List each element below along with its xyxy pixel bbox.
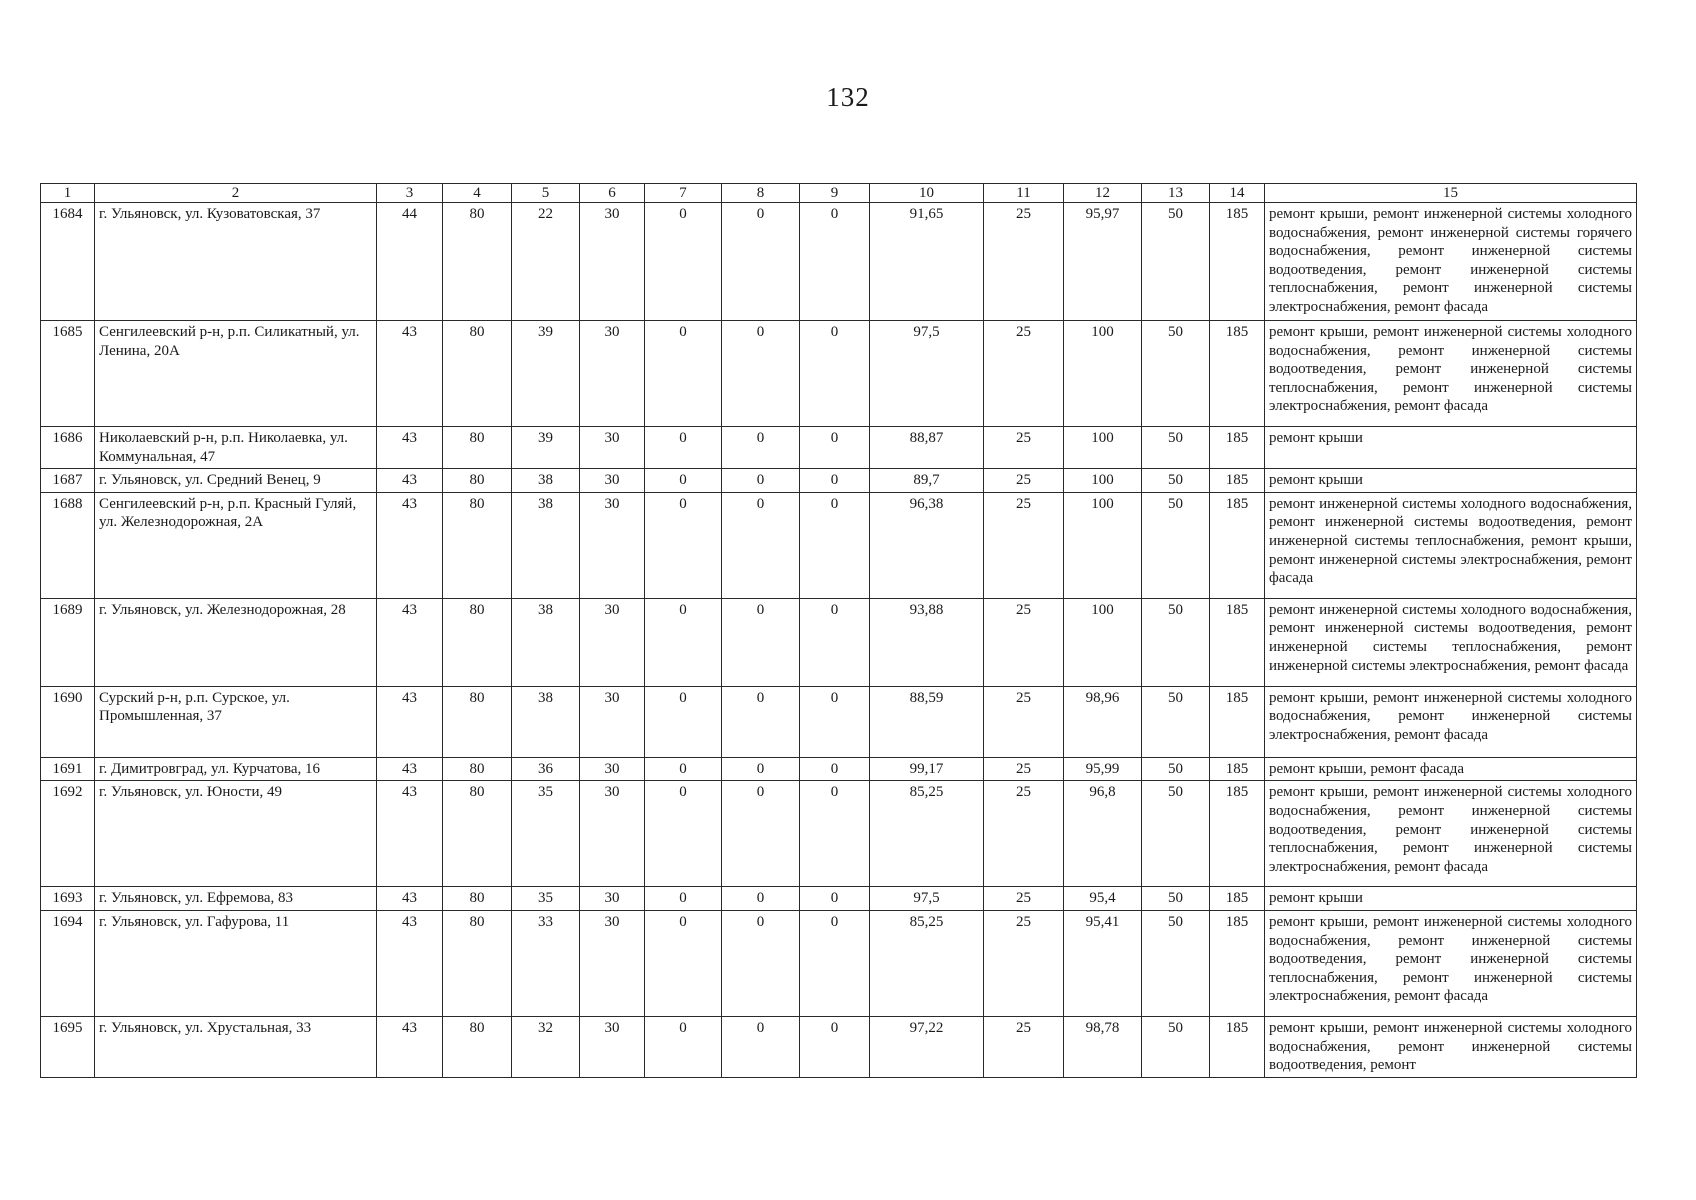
cell-col-13: 50 <box>1142 910 1210 1016</box>
works-list: ремонт крыши, ремонт инженерной системы холодного водоснабжения, ремонт инженерной системы водоотведения, ремонт инженерной системы теплоснабжения, ремонт инженерной системы электроснабжения, ремонт фасада <box>1265 910 1637 1016</box>
cell-col-14: 185 <box>1210 887 1265 911</box>
cell-col-10: 97,22 <box>870 1016 984 1077</box>
cell-col-7: 0 <box>645 757 722 781</box>
cell-col-11: 25 <box>984 910 1064 1016</box>
table-row <box>41 427 1637 469</box>
cell-col-4: 80 <box>443 469 512 493</box>
row-number: 1690 <box>41 686 95 757</box>
works-list: ремонт крыши, ремонт инженерной системы холодного водоснабжения, ремонт инженерной системы водоотведения, ремонт инженерной системы теплоснабжения, ремонт инженерной системы электроснабжения, ремонт фасада <box>1265 781 1637 887</box>
cell-col-13: 50 <box>1142 887 1210 911</box>
cell-col-7: 0 <box>645 321 722 427</box>
address: г. Ульяновск, ул. Ефремова, 83 <box>95 887 377 911</box>
cell-col-3: 43 <box>377 427 443 469</box>
cell-col-3: 44 <box>377 203 443 321</box>
address: г. Ульяновск, ул. Средний Венец, 9 <box>95 469 377 493</box>
cell-col-7: 0 <box>645 887 722 911</box>
cell-col-14: 185 <box>1210 469 1265 493</box>
row-number: 1689 <box>41 598 95 686</box>
cell-col-11: 25 <box>984 781 1064 887</box>
cell-col-14: 185 <box>1210 203 1265 321</box>
cell-col-10: 99,17 <box>870 757 984 781</box>
works-list: ремонт инженерной системы холодного водоснабжения, ремонт инженерной системы водоотведения, ремонт инженерной системы теплоснабжения, ремонт инженерной системы электроснабжения, ремонт фасада <box>1265 598 1637 686</box>
cell-col-6: 30 <box>580 469 645 493</box>
cell-col-4: 80 <box>443 492 512 598</box>
column-header: 10 <box>870 184 984 203</box>
works-list: ремонт крыши <box>1265 469 1637 493</box>
cell-col-10: 85,25 <box>870 781 984 887</box>
cell-col-8: 0 <box>722 427 800 469</box>
cell-col-3: 43 <box>377 492 443 598</box>
cell-col-7: 0 <box>645 910 722 1016</box>
cell-col-12: 95,4 <box>1064 887 1142 911</box>
column-header: 14 <box>1210 184 1265 203</box>
cell-col-9: 0 <box>800 781 870 887</box>
table-row <box>41 781 1637 887</box>
cell-col-6: 30 <box>580 321 645 427</box>
cell-col-3: 43 <box>377 598 443 686</box>
cell-col-14: 185 <box>1210 321 1265 427</box>
cell-col-4: 80 <box>443 321 512 427</box>
cell-col-7: 0 <box>645 1016 722 1077</box>
works-list: ремонт крыши <box>1265 427 1637 469</box>
cell-col-14: 185 <box>1210 1016 1265 1077</box>
cell-col-8: 0 <box>722 203 800 321</box>
cell-col-7: 0 <box>645 469 722 493</box>
row-number: 1691 <box>41 757 95 781</box>
cell-col-3: 43 <box>377 887 443 911</box>
cell-col-5: 32 <box>512 1016 580 1077</box>
cell-col-5: 38 <box>512 598 580 686</box>
column-header: 8 <box>722 184 800 203</box>
cell-col-3: 43 <box>377 910 443 1016</box>
cell-col-12: 98,78 <box>1064 1016 1142 1077</box>
cell-col-13: 50 <box>1142 598 1210 686</box>
works-list: ремонт крыши, ремонт инженерной системы холодного водоснабжения, ремонт инженерной системы электроснабжения, ремонт фасада <box>1265 686 1637 757</box>
row-number: 1684 <box>41 203 95 321</box>
column-header: 7 <box>645 184 722 203</box>
cell-col-5: 38 <box>512 686 580 757</box>
cell-col-3: 43 <box>377 469 443 493</box>
address: г. Ульяновск, ул. Железнодорожная, 28 <box>95 598 377 686</box>
cell-col-12: 100 <box>1064 598 1142 686</box>
cell-col-8: 0 <box>722 321 800 427</box>
cell-col-12: 100 <box>1064 492 1142 598</box>
cell-col-10: 97,5 <box>870 887 984 911</box>
cell-col-4: 80 <box>443 686 512 757</box>
cell-col-14: 185 <box>1210 781 1265 887</box>
cell-col-5: 38 <box>512 492 580 598</box>
column-header: 2 <box>95 184 377 203</box>
cell-col-3: 43 <box>377 757 443 781</box>
cell-col-12: 100 <box>1064 469 1142 493</box>
table-row <box>41 757 1637 781</box>
cell-col-5: 33 <box>512 910 580 1016</box>
cell-col-13: 50 <box>1142 203 1210 321</box>
cell-col-12: 95,99 <box>1064 757 1142 781</box>
cell-col-4: 80 <box>443 203 512 321</box>
cell-col-4: 80 <box>443 757 512 781</box>
cell-col-10: 89,7 <box>870 469 984 493</box>
cell-col-12: 98,96 <box>1064 686 1142 757</box>
cell-col-10: 93,88 <box>870 598 984 686</box>
cell-col-11: 25 <box>984 887 1064 911</box>
cell-col-11: 25 <box>984 321 1064 427</box>
cell-col-7: 0 <box>645 492 722 598</box>
table-row <box>41 887 1637 911</box>
cell-col-7: 0 <box>645 427 722 469</box>
column-header: 15 <box>1265 184 1637 203</box>
cell-col-12: 96,8 <box>1064 781 1142 887</box>
cell-col-6: 30 <box>580 203 645 321</box>
column-header: 13 <box>1142 184 1210 203</box>
cell-col-9: 0 <box>800 757 870 781</box>
cell-col-6: 30 <box>580 757 645 781</box>
cell-col-10: 88,87 <box>870 427 984 469</box>
cell-col-14: 185 <box>1210 492 1265 598</box>
cell-col-11: 25 <box>984 203 1064 321</box>
cell-col-13: 50 <box>1142 781 1210 887</box>
column-header: 3 <box>377 184 443 203</box>
cell-col-13: 50 <box>1142 492 1210 598</box>
cell-col-7: 0 <box>645 203 722 321</box>
cell-col-5: 35 <box>512 887 580 911</box>
cell-col-3: 43 <box>377 1016 443 1077</box>
cell-col-4: 80 <box>443 887 512 911</box>
cell-col-9: 0 <box>800 469 870 493</box>
row-number: 1688 <box>41 492 95 598</box>
cell-col-8: 0 <box>722 598 800 686</box>
cell-col-7: 0 <box>645 781 722 887</box>
row-number: 1685 <box>41 321 95 427</box>
cell-col-6: 30 <box>580 910 645 1016</box>
column-header: 11 <box>984 184 1064 203</box>
cell-col-12: 95,41 <box>1064 910 1142 1016</box>
address: Сенгилеевский р-н, р.п. Силикатный, ул. Ленина, 20А <box>95 321 377 427</box>
cell-col-9: 0 <box>800 427 870 469</box>
row-number: 1692 <box>41 781 95 887</box>
cell-col-8: 0 <box>722 781 800 887</box>
cell-col-12: 95,97 <box>1064 203 1142 321</box>
cell-col-8: 0 <box>722 469 800 493</box>
cell-col-7: 0 <box>645 598 722 686</box>
cell-col-13: 50 <box>1142 757 1210 781</box>
cell-col-11: 25 <box>984 757 1064 781</box>
address: г. Димитровград, ул. Курчатова, 16 <box>95 757 377 781</box>
cell-col-10: 88,59 <box>870 686 984 757</box>
cell-col-11: 25 <box>984 469 1064 493</box>
cell-col-6: 30 <box>580 598 645 686</box>
cell-col-9: 0 <box>800 910 870 1016</box>
cell-col-4: 80 <box>443 1016 512 1077</box>
cell-col-14: 185 <box>1210 757 1265 781</box>
cell-col-10: 96,38 <box>870 492 984 598</box>
cell-col-11: 25 <box>984 686 1064 757</box>
cell-col-5: 39 <box>512 321 580 427</box>
cell-col-7: 0 <box>645 686 722 757</box>
cell-col-13: 50 <box>1142 469 1210 493</box>
cell-col-14: 185 <box>1210 910 1265 1016</box>
column-header: 12 <box>1064 184 1142 203</box>
row-number: 1695 <box>41 1016 95 1077</box>
cell-col-13: 50 <box>1142 321 1210 427</box>
cell-col-14: 185 <box>1210 427 1265 469</box>
cell-col-8: 0 <box>722 887 800 911</box>
cell-col-14: 185 <box>1210 686 1265 757</box>
works-list: ремонт крыши, ремонт инженерной системы холодного водоснабжения, ремонт инженерной системы горячего водоснабжения, ремонт инженерной системы водоотведения, ремонт инженерной системы теплоснабжения, ремонт инженерной системы электроснабжения, ремонт фасада <box>1265 203 1637 321</box>
cell-col-6: 30 <box>580 887 645 911</box>
address: г. Ульяновск, ул. Юности, 49 <box>95 781 377 887</box>
row-number: 1686 <box>41 427 95 469</box>
works-list: ремонт крыши <box>1265 887 1637 911</box>
cell-col-10: 85,25 <box>870 910 984 1016</box>
cell-col-8: 0 <box>722 686 800 757</box>
cell-col-9: 0 <box>800 686 870 757</box>
cell-col-9: 0 <box>800 1016 870 1077</box>
column-header: 4 <box>443 184 512 203</box>
cell-col-12: 100 <box>1064 427 1142 469</box>
cell-col-4: 80 <box>443 781 512 887</box>
address: г. Ульяновск, ул. Кузоватовская, 37 <box>95 203 377 321</box>
cell-col-3: 43 <box>377 321 443 427</box>
cell-col-9: 0 <box>800 492 870 598</box>
table-row <box>41 1016 1637 1077</box>
cell-col-6: 30 <box>580 781 645 887</box>
row-number: 1694 <box>41 910 95 1016</box>
address: Сурский р-н, р.п. Сурское, ул. Промышленная, 37 <box>95 686 377 757</box>
row-number: 1687 <box>41 469 95 493</box>
cell-col-8: 0 <box>722 757 800 781</box>
cell-col-4: 80 <box>443 910 512 1016</box>
address: Сенгилеевский р-н, р.п. Красный Гуляй, ул. Железнодорожная, 2А <box>95 492 377 598</box>
column-header: 1 <box>41 184 95 203</box>
cell-col-8: 0 <box>722 910 800 1016</box>
cell-col-4: 80 <box>443 598 512 686</box>
table-row <box>41 910 1637 1016</box>
page-number: 132 <box>826 82 870 112</box>
cell-col-4: 80 <box>443 427 512 469</box>
cell-col-5: 38 <box>512 469 580 493</box>
table-row <box>41 492 1637 598</box>
cell-col-6: 30 <box>580 492 645 598</box>
cell-col-6: 30 <box>580 427 645 469</box>
cell-col-11: 25 <box>984 492 1064 598</box>
column-header: 6 <box>580 184 645 203</box>
cell-col-14: 185 <box>1210 598 1265 686</box>
works-list: ремонт инженерной системы холодного водоснабжения, ремонт инженерной системы водоотведения, ремонт инженерной системы теплоснабжения, ремонт крыши, ремонт инженерной системы электроснабжения, ремонт фасада <box>1265 492 1637 598</box>
cell-col-11: 25 <box>984 1016 1064 1077</box>
cell-col-5: 39 <box>512 427 580 469</box>
table-row <box>41 686 1637 757</box>
cell-col-5: 35 <box>512 781 580 887</box>
cell-col-9: 0 <box>800 203 870 321</box>
works-list: ремонт крыши, ремонт инженерной системы холодного водоснабжения, ремонт инженерной системы водоотведения, ремонт <box>1265 1016 1637 1077</box>
cell-col-3: 43 <box>377 781 443 887</box>
cell-col-13: 50 <box>1142 427 1210 469</box>
cell-col-12: 100 <box>1064 321 1142 427</box>
cell-col-13: 50 <box>1142 686 1210 757</box>
cell-col-10: 91,65 <box>870 203 984 321</box>
cell-col-6: 30 <box>580 1016 645 1077</box>
address: Николаевский р-н, р.п. Николаевка, ул. Коммунальная, 47 <box>95 427 377 469</box>
cell-col-11: 25 <box>984 598 1064 686</box>
address: г. Ульяновск, ул. Хрустальная, 33 <box>95 1016 377 1077</box>
table-body <box>41 203 1637 1078</box>
column-header: 9 <box>800 184 870 203</box>
cell-col-3: 43 <box>377 686 443 757</box>
cell-col-6: 30 <box>580 686 645 757</box>
table-row <box>41 203 1637 321</box>
cell-col-11: 25 <box>984 427 1064 469</box>
cell-col-5: 22 <box>512 203 580 321</box>
repair-registry-table <box>40 183 1637 1078</box>
works-list: ремонт крыши, ремонт фасада <box>1265 757 1637 781</box>
table-row <box>41 321 1637 427</box>
address: г. Ульяновск, ул. Гафурова, 11 <box>95 910 377 1016</box>
works-list: ремонт крыши, ремонт инженерной системы холодного водоснабжения, ремонт инженерной системы водоотведения, ремонт инженерной системы теплоснабжения, ремонт инженерной системы электроснабжения, ремонт фасада <box>1265 321 1637 427</box>
cell-col-10: 97,5 <box>870 321 984 427</box>
cell-col-8: 0 <box>722 1016 800 1077</box>
row-number: 1693 <box>41 887 95 911</box>
cell-col-9: 0 <box>800 321 870 427</box>
table-row <box>41 469 1637 493</box>
column-number-row <box>41 184 1637 203</box>
cell-col-8: 0 <box>722 492 800 598</box>
cell-col-5: 36 <box>512 757 580 781</box>
table-row <box>41 598 1637 686</box>
cell-col-9: 0 <box>800 598 870 686</box>
cell-col-9: 0 <box>800 887 870 911</box>
column-header: 5 <box>512 184 580 203</box>
cell-col-13: 50 <box>1142 1016 1210 1077</box>
